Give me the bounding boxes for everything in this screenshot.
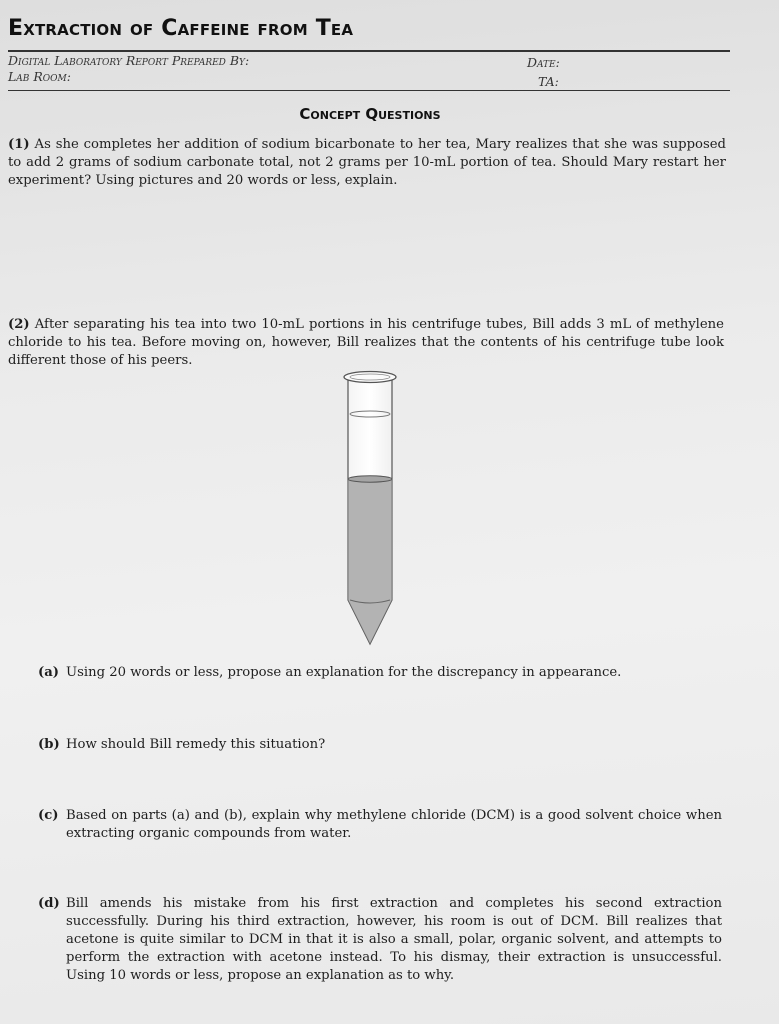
question-2 bbox=[8, 316, 724, 370]
question-1 bbox=[8, 136, 726, 190]
question-text: After separating his tea into two 10-mL portions in his centrifuge tubes, Bill adds 3 mL of methylene chloride to his tea. Before moving on, however, Bill realizes that the contents of his centrifuge tube look different those of his peers. bbox=[8, 317, 724, 368]
lab-room-label: Lab Room: bbox=[8, 69, 71, 84]
subquestion-b bbox=[38, 736, 728, 754]
subquestion-c bbox=[38, 807, 722, 843]
question-number: (1) bbox=[8, 137, 30, 152]
header-bottom-rule bbox=[8, 90, 730, 91]
tube-rim bbox=[344, 372, 396, 383]
ta-label: TA: bbox=[538, 74, 559, 89]
subquestion-text: Using 20 words or less, propose an explanation for the discrepancy in appearance. bbox=[66, 665, 622, 680]
liquid-surface bbox=[348, 476, 392, 482]
subquestion-a bbox=[38, 664, 728, 682]
subquestion-label: (d) bbox=[38, 896, 60, 911]
subquestion-text: How should Bill remedy this situation? bbox=[66, 737, 326, 752]
question-text: As she completes her addition of sodium bicarbonate to her tea, Mary realizes that she was supposed to add 2 grams of sodium carbonate total, not 2 grams per 10-mL portion of tea. Should Mary restart her experiment? Using pictures and 20 words or less, explain. bbox=[8, 137, 726, 188]
subquestion-text: Based on parts (a) and (b), explain why methylene chloride (DCM) is a good solvent choice when extracting organic compounds from water. bbox=[66, 808, 722, 841]
tube-liquid bbox=[348, 479, 392, 644]
subquestion-label: (c) bbox=[38, 808, 59, 823]
question-number: (2) bbox=[8, 317, 30, 332]
date-label: Date: bbox=[527, 55, 560, 70]
centrifuge-tube-icon bbox=[330, 364, 410, 654]
subquestion-text: Bill amends his mistake from his first extraction and completes his second extraction successfully. During his third extraction, however, his room is out of DCM. Bill realizes that acetone is quite similar to DCM in that it is also a small, polar, organic solvent, and attempts to perform the extraction with acetone instead. To his dismay, their extraction is unsuccessful. Using 10 words or less, propose an explanation as to why. bbox=[66, 896, 722, 983]
report-prepared-by-label: Digital Laboratory Report Prepared By: bbox=[8, 53, 250, 68]
header-top-rule bbox=[8, 50, 730, 52]
subquestion-label: (b) bbox=[38, 737, 60, 752]
page-title: Extraction of Caffeine from Tea bbox=[8, 16, 354, 41]
subquestion-label: (a) bbox=[38, 665, 60, 680]
section-title: Concept Questions bbox=[299, 105, 441, 123]
subquestion-d bbox=[38, 895, 722, 985]
